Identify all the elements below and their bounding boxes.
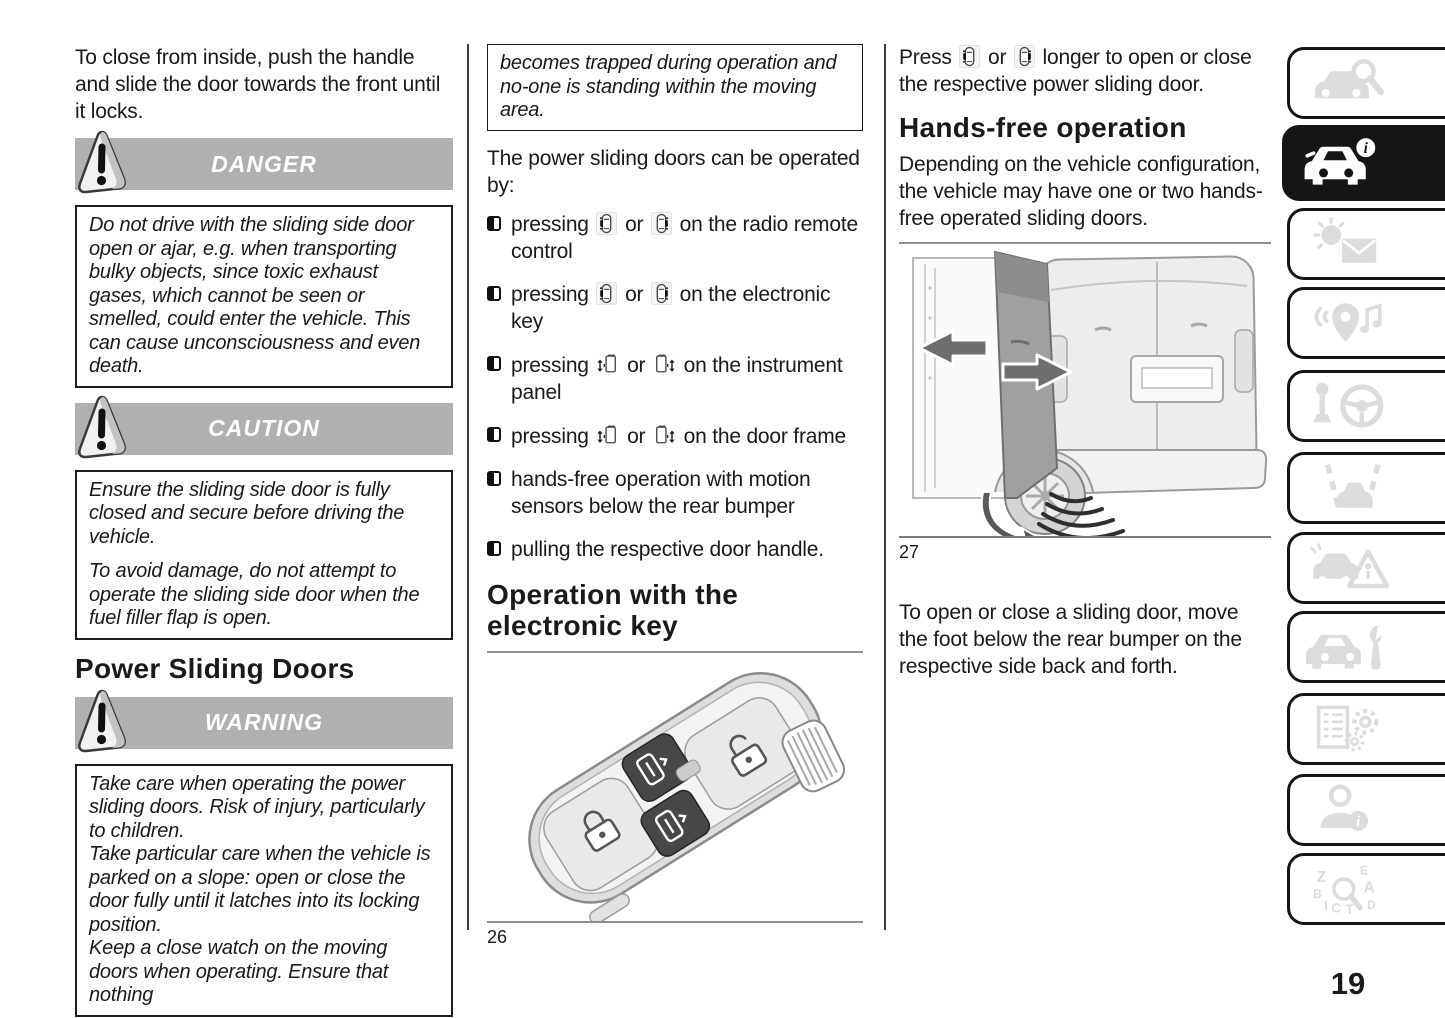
sidebar-tab-in-an-emergency[interactable]	[1287, 532, 1445, 604]
sidebar-tab-getting-to-know-your-vehicle[interactable]	[1282, 125, 1445, 201]
svg-text:i: i	[1363, 140, 1368, 158]
warning-triangle-icon	[76, 128, 128, 199]
section-heading-power-sliding-doors: Power Sliding Doors	[75, 652, 355, 684]
car-warning-triangle-icon	[1305, 541, 1397, 595]
svg-text:T: T	[1345, 902, 1354, 916]
bullet-text: pulling the respective door handle.	[511, 537, 824, 561]
car-wrench-icon	[1305, 620, 1397, 674]
square-bullet-icon	[487, 286, 501, 301]
page-number: 19	[1330, 966, 1366, 1001]
bullet-text: on the radio remote control	[511, 212, 858, 263]
caution-text: To avoid damage, do not attempt to operate the sliding side door when the fuel filler flap is open.	[89, 560, 420, 629]
carryover-warning-box	[487, 44, 863, 131]
bullet-text: pressing	[511, 212, 589, 236]
square-bullet-icon	[487, 471, 501, 486]
car-right-door-icon	[651, 282, 672, 305]
sidebar-tab-servicing-and-care[interactable]	[1287, 611, 1445, 683]
column-divider	[884, 44, 886, 930]
van-rear-hands-free-figure	[899, 244, 1271, 536]
figure-number: 26	[487, 926, 508, 947]
right-door-arrows-icon	[653, 422, 676, 447]
carryover-text: becomes trapped during operation and no-one is standing within the moving area.	[500, 52, 837, 121]
warning-banner	[75, 697, 453, 749]
car-right-door-icon	[1014, 45, 1035, 68]
figure-number: 27	[899, 541, 920, 562]
car-search-icon	[1305, 56, 1397, 110]
column-2	[487, 0, 863, 948]
bullet-text: on the electronic key	[511, 282, 831, 333]
square-bullet-icon	[487, 427, 501, 442]
svg-text:B: B	[1313, 888, 1322, 901]
figure-rule	[899, 536, 1271, 538]
operation-methods-list	[487, 211, 863, 563]
letters-magnifier-icon	[1305, 862, 1397, 916]
car-left-door-icon	[596, 282, 617, 305]
column-divider	[467, 44, 469, 930]
danger-banner	[75, 138, 453, 190]
warning-text: Keep a close watch on the moving doors when operating. Ensure that nothing	[89, 937, 389, 1006]
list-item	[487, 211, 863, 265]
warning-light-envelope-icon	[1305, 217, 1397, 271]
list-item	[487, 422, 863, 450]
bullet-text: on the door frame	[683, 424, 846, 448]
car-info-icon	[1300, 136, 1392, 190]
list-item	[487, 466, 863, 520]
list-item	[487, 351, 863, 406]
caution-box	[75, 470, 453, 640]
press-text: or	[987, 46, 1007, 69]
person-info-icon	[1305, 783, 1397, 837]
bullet-text: or	[625, 212, 644, 236]
svg-text:C: C	[1331, 900, 1341, 916]
bullet-text: or	[627, 424, 646, 448]
warning-box	[75, 764, 453, 1017]
figure-rule	[487, 921, 863, 923]
sidebar-tab-customer-information[interactable]	[1287, 774, 1445, 846]
left-door-arrows-icon	[596, 422, 619, 447]
foot-operation-paragraph: To open or close a sliding door, move the foot below the rear bumper on the respective side back and forth.	[899, 600, 1242, 678]
left-door-arrows-icon	[596, 351, 619, 376]
bullet-text: pressing	[511, 353, 589, 377]
bullet-text: or	[627, 353, 646, 377]
bullet-text: pressing	[511, 282, 589, 306]
gearstick-steering-wheel-icon	[1305, 379, 1397, 433]
danger-box	[75, 205, 453, 388]
lane-keeping-car-icon	[1305, 461, 1397, 515]
sidebar-tab-starting-and-driving[interactable]	[1287, 370, 1445, 442]
section-heading-hands-free: Hands-free operation	[899, 112, 1187, 143]
sidebar-tab-alphabetical-index[interactable]	[1287, 853, 1445, 925]
operated-by-paragraph: The power sliding doors can be operated by:	[487, 146, 860, 197]
car-left-door-icon	[596, 212, 617, 235]
car-right-door-icon	[651, 212, 672, 235]
svg-text:Z: Z	[1316, 868, 1327, 886]
list-item	[487, 281, 863, 335]
caution-banner	[75, 403, 453, 455]
press-paragraph	[899, 44, 1271, 98]
sidebar-tab-multimedia[interactable]	[1287, 287, 1445, 359]
caution-text: Ensure the sliding side door is fully closed and secure before driving the vehicle.	[89, 478, 405, 548]
sidebar-tab-vehicle-overview[interactable]	[1287, 47, 1445, 119]
caution-label: CAUTION	[208, 415, 320, 441]
svg-text:I: I	[1324, 898, 1328, 914]
svg-text:E: E	[1360, 864, 1368, 878]
danger-text: Do not drive with the sliding side door open or ajar, e.g. when transporting bulky objects, since toxic exhaust gases, which cannot be seen or smelled, could enter the vehicle. This can cause unconsciousness and even death.	[89, 214, 421, 377]
bullet-text: on the instrument panel	[511, 353, 843, 404]
bullet-text: pressing	[511, 424, 589, 448]
svg-text:i: i	[1356, 814, 1361, 831]
danger-label: DANGER	[211, 150, 317, 177]
hands-free-paragraph: Depending on the vehicle configuration, the vehicle may have one or two hands-free operated sliding doors.	[899, 153, 1263, 230]
warning-text: Take care when operating the power sliding doors. Risk of injury, particularly to children.	[89, 772, 425, 842]
car-left-door-icon	[959, 45, 980, 68]
square-bullet-icon	[487, 216, 501, 231]
press-text: longer to open or close the respective power sliding door.	[899, 46, 1252, 96]
press-text: Press	[899, 46, 952, 69]
sidebar-tab-warning-lights-and-messages[interactable]	[1287, 208, 1445, 280]
square-bullet-icon	[487, 356, 501, 371]
navigation-music-icon	[1305, 296, 1397, 350]
warning-text: Take particular care when the vehicle is parked on a slope: open or close the door fully until it latches into its locking position.	[89, 843, 431, 936]
right-door-arrows-icon	[653, 351, 676, 376]
sidebar-tab-driver-assistance[interactable]	[1287, 452, 1445, 524]
warning-label: WARNING	[204, 709, 324, 735]
warning-triangle-icon	[76, 393, 128, 464]
column-3	[899, 0, 1271, 680]
intro-paragraph: To close from inside, push the handle and slide the door towards the front until it locks.	[75, 46, 441, 123]
section-heading-electronic-key: Operation with the electronic key	[487, 578, 739, 641]
spec-list-gears-icon	[1305, 702, 1397, 756]
square-bullet-icon	[487, 541, 501, 556]
list-item	[487, 536, 863, 563]
column-1	[75, 0, 453, 1018]
svg-text:D: D	[1367, 898, 1376, 912]
svg-text:A: A	[1363, 879, 1375, 897]
warning-triangle-icon	[76, 687, 128, 758]
sidebar-tab-technical-data[interactable]	[1287, 693, 1445, 765]
electronic-key-figure	[487, 653, 863, 921]
bullet-text: or	[625, 282, 644, 306]
bullet-text: hands-free operation with motion sensors below the rear bumper	[511, 467, 811, 518]
